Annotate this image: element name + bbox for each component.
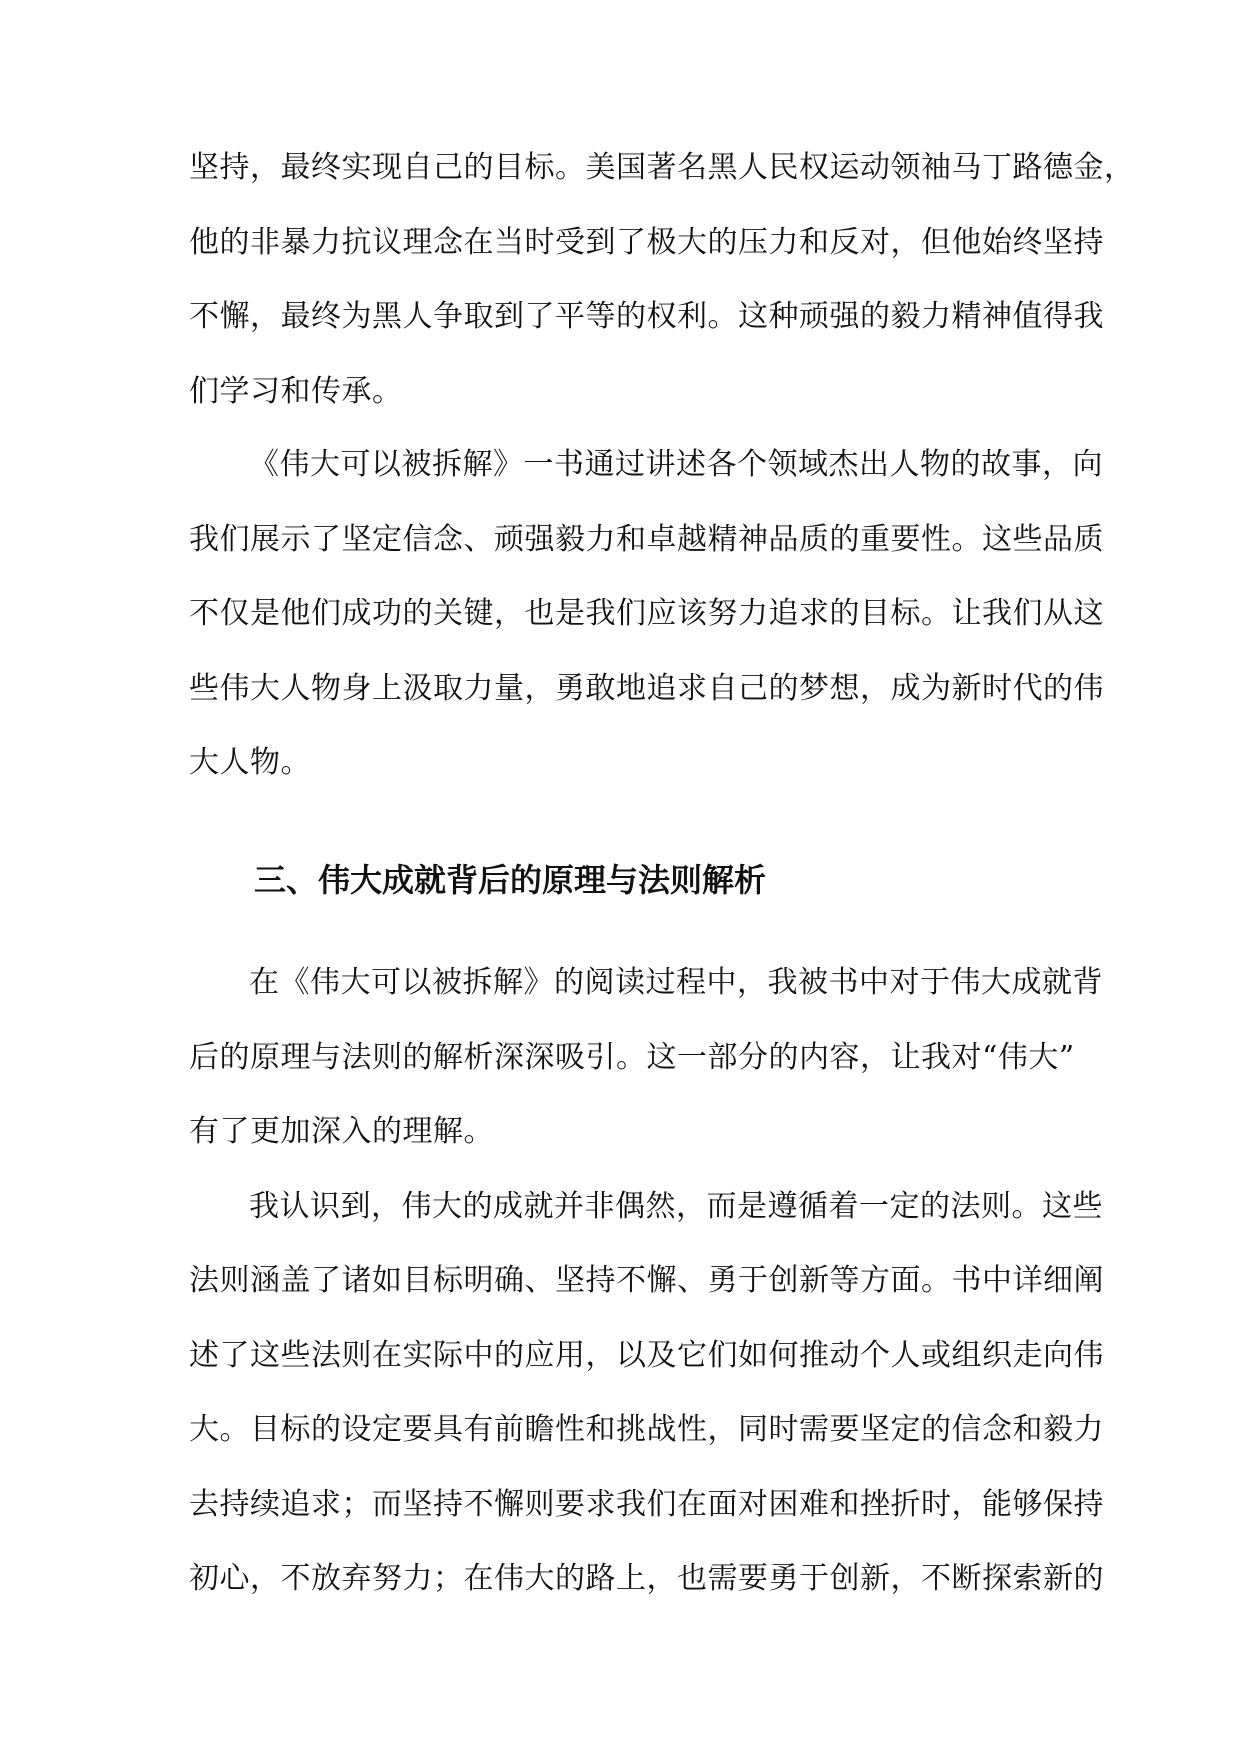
text-line: 坚持，最终实现自己的目标。美国著名黑人民权运动领袖马丁路德金， — [189, 150, 1135, 185]
text-line: 初心，不放弃努力；在伟大的路上，也需要勇于创新，不断探索新的 — [189, 1561, 1104, 1596]
paragraph-summary — [189, 428, 1104, 801]
text-line: 有了更加深入的理解。 — [189, 1114, 494, 1149]
text-line: 我们展示了坚定信念、顽强毅力和卓越精神品质的重要性。这些品质 — [189, 521, 1104, 557]
paragraph-intro-and-principles — [189, 946, 1104, 1617]
text-line: 《伟大可以被拆解》一书通过讲述各个领域杰出人物的故事，向 — [249, 447, 1103, 482]
text-line: 后的原理与法则的解析深深吸引。这一部分的内容，让我对“伟大” — [189, 1039, 1075, 1075]
text-line: 我认识到，伟大的成就并非偶然，而是遵循着一定的法则。这些 — [249, 1188, 1103, 1224]
section-heading: 三、伟大成就背后的原理与法则解析 — [254, 861, 767, 899]
text-line: 不懈，最终为黑人争取到了平等的权利。这种顽强的毅力精神值得我 — [189, 299, 1104, 334]
text-line: 不仅是他们成功的关键，也是我们应该努力追求的目标。让我们从这 — [189, 596, 1104, 631]
text-line: 些伟大人物身上汲取力量，勇敢地追求自己的梦想，成为新时代的伟 — [189, 670, 1104, 706]
text-line: 大。目标的设定要具有前瞻性和挑战性，同时需要坚定的信念和毅力 — [189, 1412, 1104, 1447]
text-line: 在《伟大可以被拆解》的阅读过程中，我被书中对于伟大成就背 — [249, 965, 1103, 1000]
text-line: 述了这些法则在实际中的应用，以及它们如何推动个人或组织走向伟 — [189, 1337, 1104, 1373]
text-line: 法则涵盖了诸如目标明确、坚持不懈、勇于创新等方面。书中详细阐 — [189, 1263, 1104, 1298]
paragraph-continued — [189, 131, 1135, 429]
text-line: 去持续追求；而坚持不懈则要求我们在面对困难和挫折时，能够保持 — [189, 1486, 1104, 1522]
text-line: 他的非暴力抗议理念在当时受到了极大的压力和反对，但他始终坚持 — [189, 224, 1104, 260]
text-line: 大人物。 — [189, 745, 311, 780]
text-line: 们学习和传承。 — [189, 373, 403, 409]
